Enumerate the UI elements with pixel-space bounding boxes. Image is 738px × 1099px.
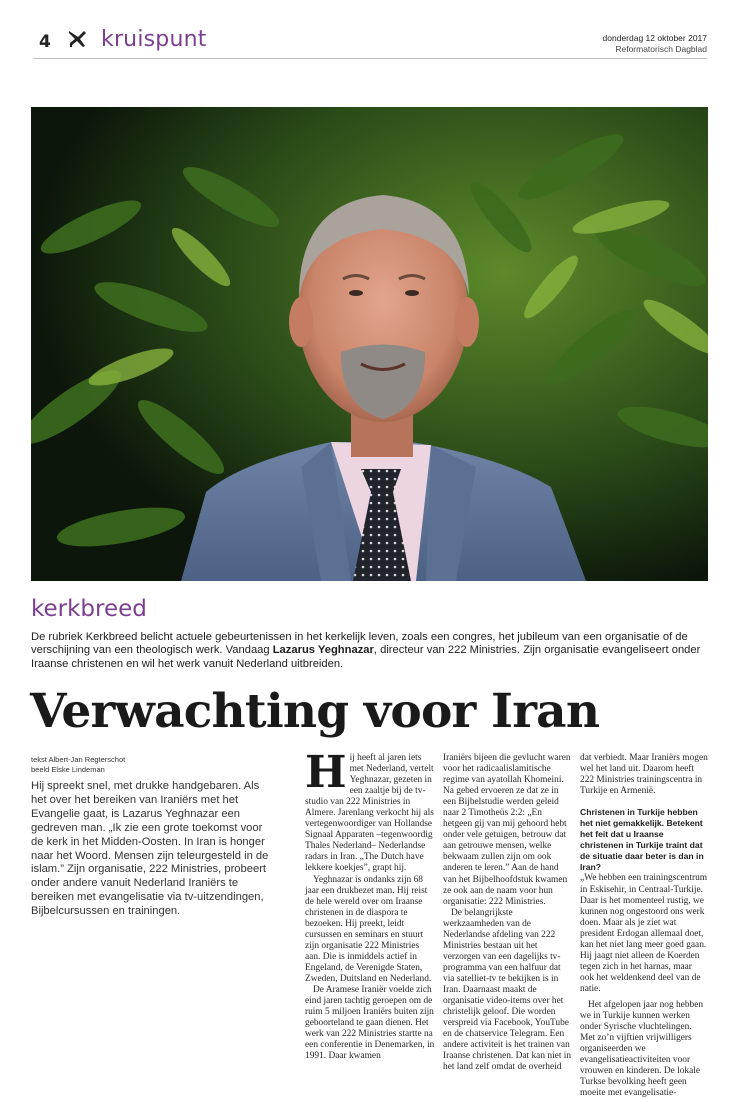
paragraph: ij heeft al jaren iets met Nederland, vertelt Yeghnazar, gezeten in een zaaltje bij de tv-studio van 222 Ministries in Almere. Jarenlang verkocht hij als vertegenwoordiger van Hollandse Signaal Apparaten –tegenwoordig Thales Nederland– Nederlandse radars in Iran. „The Dutch have lekkere koekjes”, grapt hij. — [305, 753, 434, 874]
lead-paragraph: Hij spreekt snel, met drukke handgebaren. Als het over het bereiken van Iraniërs met het Evangelie gaat, is Lazarus Yeghnazar een gedreven man. „Ik zie een grote toekomst voor de kerk in het Midden-Oosten. In Iran is honger naar het Woord. Mensen zijn teleurgesteld in de islam.” Zijn organisatie, 222 Ministries, probeert onder andere vanuit Nederland Iraniërs te bereiken met evangelisatie via tv-uitzendingen, Bijbelcursussen en trainingen. — [31, 780, 269, 918]
portrait-illustration — [31, 107, 708, 581]
paragraph: Het afgelopen jaar nog hebben we in Turkije kunnen werken onder Syrische vluchtelingen. Met zo’n vijftien vrijwilligers organiseerden we evangelisatieactiviteiten voor vrouwen en kinderen. De lokale Turkse bevolking heeft geen moeite met evangelisatie- — [580, 999, 704, 1099]
byline-photo: beeld Elske Lindeman — [31, 764, 105, 774]
paragraph: Yeghnazar is ondanks zijn 68 jaar een drukbezet man. Hij reist de hele wereld over om Iraanse christenen in de diaspora te bezoeken. Hij preekt, leidt cursussen en seminars en stuurt zijn organisatie 222 Ministries aan. Die is inmiddels actief in Engeland, de Verenigde Staten, Zweden, Duitsland en Nederland. — [305, 874, 432, 984]
rubric-title: kerkbreed — [31, 596, 147, 622]
intro-text — [31, 631, 706, 671]
drop-cap: H — [305, 747, 347, 798]
body-column-3 — [580, 753, 708, 1099]
paragraph: Iraniërs bijeen die gevlucht waren voor het radicaalislamitische regime van ayatollah Khomeini. Na gebed ervoeren ze dat ze in een Bijbelstudie werden geleid naar 2 Timotheüs 2:2: „En hetgeen gij van mij gehoord hebt onder vele getuigen, betrouw dat aan getrouwe mensen, welke bekwaam zullen zijn om ook anderen te leren.” Aan de hand van het Bijbelhoofdstuk kwamen ze ook aan de naam voor hun organisatie: 222 Ministries. — [443, 753, 571, 907]
interview-question: Christenen in Turkije hebben het niet gemakkelijk. Betekent het feit dat u Iraanse christenen in Turkije traint dat de situatie daar beter is dan in Iran? — [580, 807, 704, 873]
airplane-icon — [67, 28, 87, 48]
body-column-2 — [443, 753, 573, 1073]
paragraph: De belangrijkste werkzaamheden van de Nederlandse afdeling van 222 Ministries bestaan uit het verzorgen van een dagelijks tv-programma van een halfuur dat via satelliet-tv te bekijken is in Iran. Daarnaast maakt de organisatie video-items over het christelijk geloof. Die worden verspreid via Facebook, YouTube en de chatservice Telegram. Een andere activiteit is het trainen van Iraanse christenen. Dat kan niet in het land zelf omdat de overheid — [443, 907, 572, 1073]
page-number: 4 — [39, 32, 51, 52]
dateline — [603, 33, 707, 55]
issue-date: donderdag 12 oktober 2017 — [602, 33, 707, 43]
publication-name: Reformatorisch Dagblad — [615, 44, 707, 54]
byline — [31, 755, 125, 774]
intro-person-name: Lazarus Yeghnazar — [272, 644, 374, 657]
page-header — [33, 24, 707, 59]
paragraph: De Aramese Iraniër voelde zich eind jaren tachtig geroepen om de ruim 5 miljoen Iraniërs buiten zijn geboorteland te gaan dienen. Het werk van 222 Ministries startte na een conferentie in Denemarken, in 1991. Daar kwamen — [305, 984, 435, 1062]
body-column-1 — [305, 747, 435, 1062]
intro-after: , directeur van 222 Ministries. Zijn organisatie evangeliseert onder Iraanse christenen en wil het werk vanuit Nederland uitbreiden. — [31, 644, 701, 670]
portrait-photo — [31, 107, 708, 581]
intro-before: De rubriek Kerkbreed belicht actuele gebeurtenissen in het kerkelijk leven, zoals een congres, het jubileum van een organisatie of de verschijning van een theologisch werk. Vandaag — [31, 631, 688, 657]
paragraph: dat verbiedt. Maar Iraniërs mogen wel het land uit. Daarom heeft 222 Ministries trainingscentra in Turkije en Armenië. — [580, 753, 708, 797]
section-title: kruispunt — [101, 27, 207, 52]
byline-text: tekst Albert-Jan Regterschot — [31, 755, 126, 764]
paragraph: „We hebben een trainingscentrum in Eskisehir, in Centraal-Turkije. Daar is het momenteel rustig, we kunnen nog ongestoord ons werk doen. Maar als je ziet wat president Erdogan allemaal doet, kan het niet lang meer goed gaan. Hij jaagt niet alleen de Koerden tegen zich in het harnas, maar ook het weldenkend deel van de natie. — [580, 873, 708, 994]
article-headline: Verwachting voor Iran — [30, 684, 600, 739]
